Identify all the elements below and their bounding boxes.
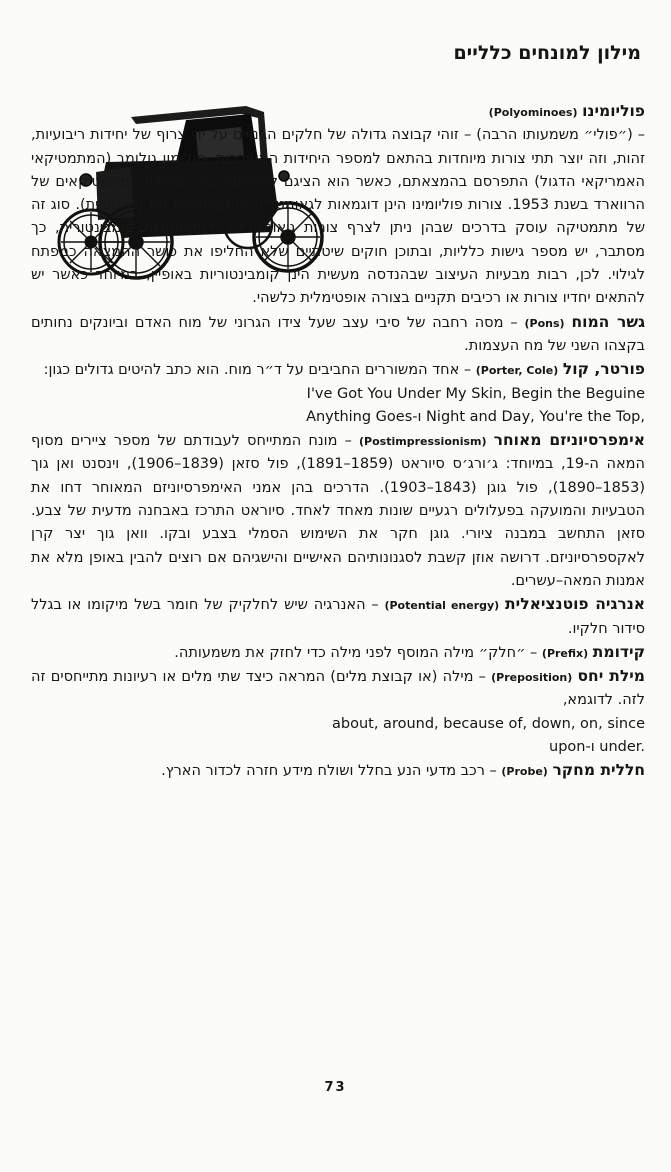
entry-potential-energy <box>31 593 645 641</box>
glossary-entries <box>31 100 645 784</box>
entry-pons <box>31 311 645 359</box>
entry-english-term: (Pons) <box>524 316 565 330</box>
entry-definition: – רכב מדעי הנע בחלל ושולח מידע חזרה לכדור הארץ. <box>161 763 497 780</box>
entry-postimpressionism <box>31 429 645 593</box>
entry-term: חללית מחקר <box>552 761 645 780</box>
entry-term: פוליומינו <box>582 102 645 120</box>
entry-prefix <box>31 641 645 665</box>
entry-probe <box>31 759 645 783</box>
entry-term: אימפרסיוניזם מאוחר <box>493 431 645 450</box>
entry-songs-line: I've Got You Under My Skin, Begin the Beguine <box>306 385 645 402</box>
entry-english-term: (Potential energy) <box>384 599 500 613</box>
entry-definition: – מונח המתייחס לעבודתם של מספר ציירים מסוף המאה ה-19, במיוחד: ג׳ורג׳ס סיוראט (1859–1891), פול סזאן (1839–1906), וינסנט ואן גוך (1853–1890), פול גוגן (1843–1903). הדרכים בהן אמני האימפרסיוניזם המאוחר דחו את הטבעיות והמועקה בפעלולים רגעיים שונות מאחד לאחד. סיוראט התרכז באבחנה מדעית של צבע. סזאן התחשב במבנה ציורי. גוגן חקר את השימוש הסמלי בצבע ובקו. וואן גוך יצר קרן לאקספרסיוניזם. דרושה אוזן קשבת לסגנונותיהם האישיים והישגיהם אם רוצים להבין באופן מלא את אמנות המאה–עשרים. <box>31 433 645 589</box>
entry-definition: – מסה רחבה של סיבי עצב שעל צידו הגרוני של מוח האדם וביונקים נחותים בקצהו השני של מח העצמות. <box>31 314 645 354</box>
entry-english-term: (Prefix) <box>541 646 589 660</box>
page-title: מילון למונחים כלליים <box>453 42 641 64</box>
entry-definition: – האנרגיה שיש לחלקיק של חומר בשל מיקומו או בגלל סידור חלקיו. <box>31 597 645 637</box>
page-number: 73 <box>324 1080 347 1095</box>
entry-definition: – אחד המשוררים החביבים על ד״ר מוח. הוא כתב להיטים גדולים כגון: <box>43 362 472 379</box>
entry-english-term: (Preposition) <box>491 671 573 685</box>
entry-songs-line: Anything Goes-ו Night and Day, You're the Top, <box>306 408 645 425</box>
entry-definition: – (״פולי״ משמעותו הרבה) – זוהי קבוצה גדולה של חלקים הבנויים על ידי צרוף של יחידות ריבועיות, זהות, וזה יוצר תתי צורות מיוחדות בהתאם למספר היחידות המעורבות. סולומון גולומב (המתמטיקאי האמריקאי הדגול) התפרסם בהמצאתם, כאשר הוא הציגם לראשונה בפני מועדון המתמטיקאים של הרווארד בשנת 1953. צורות פוליומינו הינן דוגמאות לגאומטריה קומבינטורית (או מיחשובית). סוג זה של מתמטיקה עוסק בדרכים שבהן ניתן לצרף צורות גיאומטריות. לגיאומטריה קומבינטורית, כך מסתבר, יש מספר גישות כלליות, ובתוכן חוקים שיטתיים שלא החליפו את כושר ההמצאה כמפתח לגילוי. לכן, רבות מבעיות העיצוב שבהנדסה מעשית הינן קומבינטוריות באופיין, במיוחד כאשר יש להתאים יחדיו צורות או רכיבים תקניים בצורה אופטימלית כלשהי. <box>31 127 645 307</box>
entry-polyominoes <box>31 100 645 311</box>
entry-english-term: (Postimpressionism) <box>359 435 487 449</box>
entry-term: מילת יחס <box>577 667 646 686</box>
entry-definition: – מילה (או קבוצת מלים) המראה כיצד שתי מלים או רעיונות מתייחסים זה לזה. לדוגמא, <box>31 669 645 709</box>
entry-definition: – ״חלק״ מילה המוסף לפני מילה כדי לחזק את משמעותה. <box>174 644 538 661</box>
entry-english-term: (Polyominoes) <box>488 106 578 119</box>
entry-examples-line: upon-ו under. <box>549 739 645 756</box>
entry-preposition <box>31 665 645 759</box>
entry-term: פורטר, קול <box>562 360 645 379</box>
entry-term: גשר המוח <box>571 312 646 331</box>
entry-porter-cole <box>31 358 645 429</box>
entry-english-term: (Probe) <box>501 765 548 779</box>
entry-examples-line: about, around, because of, down, on, since <box>332 715 645 732</box>
entry-english-term: (Porter, Cole) <box>475 364 559 378</box>
entry-term: אנרגיה פוטנציאלית <box>505 595 646 614</box>
entry-term: קידומת <box>592 642 645 661</box>
entry-head-wrap <box>345 100 645 124</box>
